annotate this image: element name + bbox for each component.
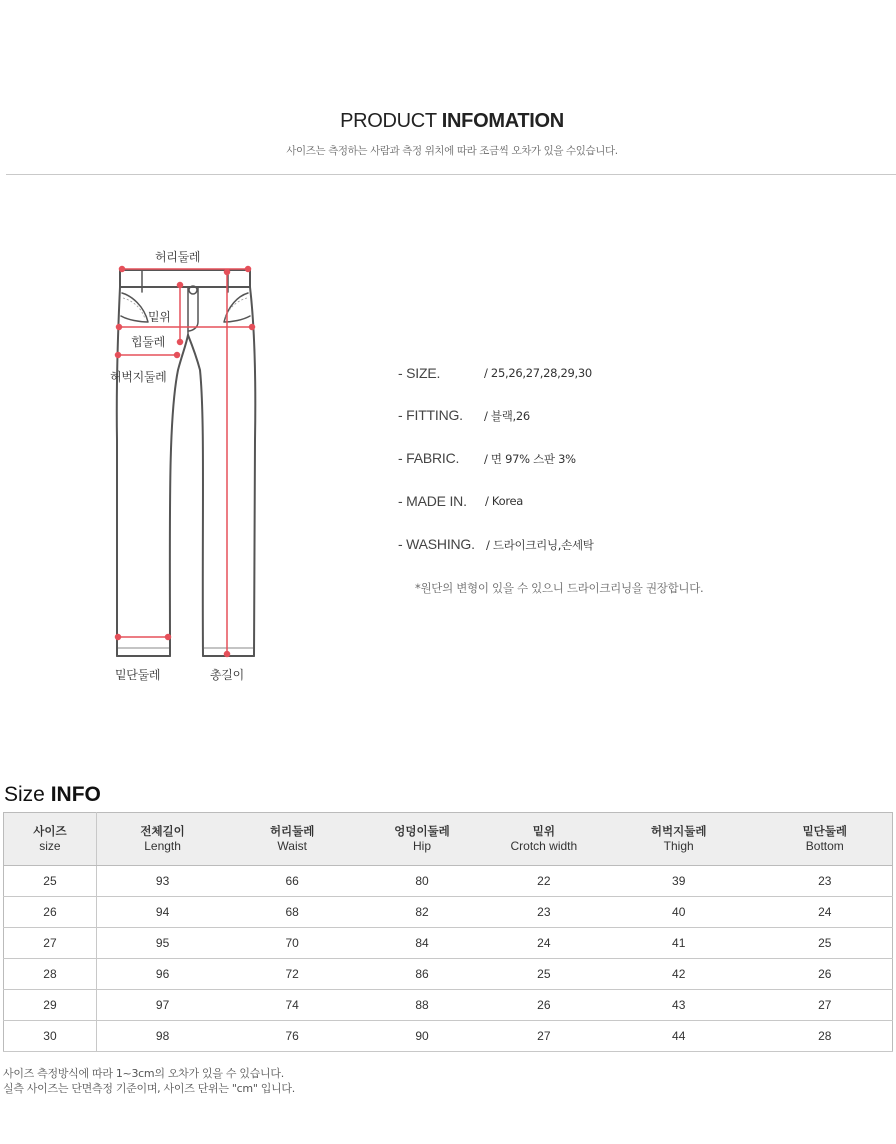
table-cell: 98 [96, 1021, 228, 1052]
table-cell: 80 [356, 866, 488, 897]
spec-value-fabric: / 면 97% 스판 3% [484, 452, 576, 466]
washing-note: *원단의 변형이 있을 수 있으니 드라이크리닝을 권장합니다. [415, 581, 704, 595]
table-cell: 22 [488, 866, 600, 897]
table-cell: 42 [600, 959, 758, 990]
spec-key-washing: - WASHING. [398, 536, 475, 552]
size-note-1: 사이즈 측정방식에 따라 1~3cm의 오차가 있을 수 있습니다. [3, 1067, 284, 1080]
table-cell: 24 [758, 897, 893, 928]
header-thigh: 허벅지둘레 Thigh [600, 813, 758, 866]
table-cell: 43 [600, 990, 758, 1021]
spec-key-fitting: - FITTING. [398, 407, 463, 423]
table-cell: 27 [758, 990, 893, 1021]
header-crotch: 밑위 Crotch width [488, 813, 600, 866]
table-cell: 94 [96, 897, 228, 928]
table-cell: 26 [758, 959, 893, 990]
table-cell: 25 [488, 959, 600, 990]
size-title-bold: INFO [50, 783, 101, 806]
crotch-label: 밑위 [148, 310, 171, 324]
spec-value-made-in: / Korea [485, 494, 524, 508]
header-waist: 허리둘레 Waist [228, 813, 356, 866]
measurement-disclaimer: 사이즈는 측정하는 사람과 측정 위치에 따라 조금씩 오차가 있을 수있습니다. [286, 145, 618, 157]
table-row [4, 959, 893, 990]
spec-value-fitting: / 블랙,26 [484, 409, 530, 423]
size-table-header [4, 813, 893, 866]
hip-label: 힙둘레 [131, 335, 165, 349]
table-cell: 68 [228, 897, 356, 928]
spec-key-fabric: - FABRIC. [398, 450, 460, 466]
title-bold: INFOMATION [441, 110, 564, 132]
header-bottom: 밑단둘레 Bottom [758, 813, 893, 866]
size-title-light: Size [4, 783, 45, 806]
table-cell: 28 [4, 959, 97, 990]
table-cell: 26 [4, 897, 97, 928]
spec-value-washing: / 드라이크리닝,손세탁 [486, 538, 594, 552]
table-row [4, 897, 893, 928]
header-size: 사이즈 size [4, 813, 97, 866]
table-cell: 84 [356, 928, 488, 959]
bottom-label: 밑단둘레 [115, 668, 161, 682]
size-table [3, 812, 893, 1052]
table-cell: 74 [228, 990, 356, 1021]
table-row [4, 990, 893, 1021]
size-info-title [4, 783, 101, 807]
table-cell: 90 [356, 1021, 488, 1052]
table-cell: 25 [758, 928, 893, 959]
title-light: PRODUCT [340, 110, 437, 132]
table-cell: 41 [600, 928, 758, 959]
table-cell: 29 [4, 990, 97, 1021]
table-cell: 30 [4, 1021, 97, 1052]
table-cell: 82 [356, 897, 488, 928]
table-cell: 96 [96, 959, 228, 990]
table-cell: 25 [4, 866, 97, 897]
table-cell: 28 [758, 1021, 893, 1052]
table-cell: 23 [758, 866, 893, 897]
table-cell: 44 [600, 1021, 758, 1052]
waist-label: 허리둘레 [155, 250, 201, 264]
table-cell: 76 [228, 1021, 356, 1052]
thigh-label: 허벅지둘레 [110, 370, 167, 384]
table-cell: 70 [228, 928, 356, 959]
table-cell: 39 [600, 866, 758, 897]
header-hip: 엉덩이둘레 Hip [356, 813, 488, 866]
table-cell: 23 [488, 897, 600, 928]
table-cell: 93 [96, 866, 228, 897]
table-cell: 88 [356, 990, 488, 1021]
spec-key-made-in: - MADE IN. [398, 493, 467, 509]
spec-key-size: - SIZE. [398, 365, 441, 381]
table-cell: 72 [228, 959, 356, 990]
table-row [4, 928, 893, 959]
pants-outline-icon [0, 0, 300, 720]
table-cell: 95 [96, 928, 228, 959]
table-cell: 86 [356, 959, 488, 990]
table-cell: 26 [488, 990, 600, 1021]
table-cell: 24 [488, 928, 600, 959]
table-cell: 66 [228, 866, 356, 897]
size-note-2: 실측 사이즈는 단면측정 기준이며, 사이즈 단위는 "cm" 입니다. [3, 1082, 295, 1095]
table-cell: 40 [600, 897, 758, 928]
table-cell: 27 [488, 1021, 600, 1052]
table-cell: 97 [96, 990, 228, 1021]
length-label: 총길이 [210, 668, 244, 682]
spec-value-size: / 25,26,27,28,29,30 [484, 366, 592, 380]
pants-diagram [0, 0, 300, 720]
table-cell: 27 [4, 928, 97, 959]
header-length: 전체길이 Length [96, 813, 228, 866]
table-row [4, 1021, 893, 1052]
table-row [4, 866, 893, 897]
